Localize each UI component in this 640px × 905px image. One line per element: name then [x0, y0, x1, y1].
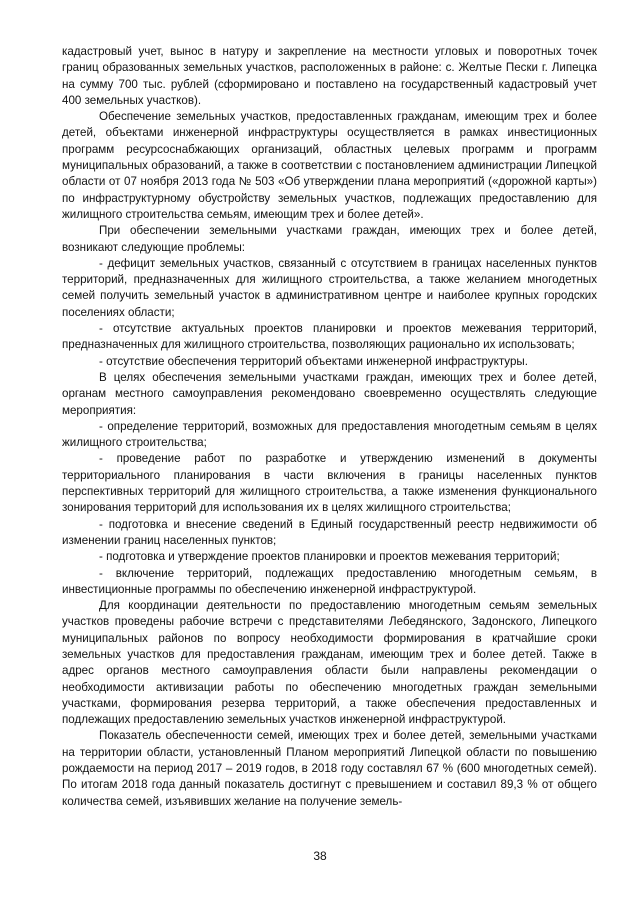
list-item: - определение территорий, возможных для предоставления многодетным семьям в целях жилищного строительства;	[62, 419, 597, 450]
list-item: - подготовка и утверждение проектов планировки и проектов межевания территорий;	[99, 550, 560, 564]
list-item: - отсутствие актуальных проектов планировки и проектов межевания территорий, предназначенных для жилищного строительства, позволяющих рационально их использовать;	[62, 322, 597, 352]
body-text	[62, 44, 597, 810]
paragraph: Показатель обеспеченности семей, имеющих трех и более детей, земельными участками на территории области, установленный Планом мероприятий Липецкой области по повышению рождаемости на период 2017 – 2019 годов, в 2018 году составлял 67 % (600 многодетных семей). По итогам 2018 года данный показатель достигнут с превышением и составил 89,3 % от общего количества семей, изъявивших желание на получение земель-	[62, 729, 597, 808]
list-item: - отсутствие обеспечения территорий объектами инженерной инфраструктуры.	[99, 354, 528, 368]
list-item: - дефицит земельных участков, связанный с отсутствием в границах населенных пунктов территорий, предназначенных для жилищного строительства, а также желанием многодетных семей получить земельный участок в административном центре и наиболее крупных городских поселениях области;	[62, 256, 597, 319]
list-item: - включение территорий, подлежащих предоставлению многодетным семьям, в инвестиционные программы по обеспечению инженерной инфраструктурой.	[62, 566, 597, 596]
list-item: - подготовка и внесение сведений в Единый государственный реестр недвижимости об изменении границ населенных пунктов;	[62, 517, 597, 547]
paragraph: В целях обеспечения земельными участками граждан, имеющих трех и более детей, органам местного самоуправления рекомендовано своевременно осуществлять следующие мероприятия:	[62, 370, 597, 417]
paragraph: При обеспечении земельными участками граждан, имеющих трех и более детей, возникают следующие проблемы:	[62, 224, 597, 254]
list-item: - проведение работ по разработке и утверждению изменений в документы территориального планирования в части включения в границы населенных пунктов перспективных территорий для жилищного строительства, а также изменения функционального зонирования территорий для использования их в целях жилищного строительства;	[62, 452, 597, 515]
page-number: 38	[313, 849, 327, 863]
paragraph: Обеспечение земельных участков, предоставленных гражданам, имеющим трех и более детей, объектами инженерной инфраструктуры осуществляется в рамках инвестиционных программ ресурсоснабжающих организаций, областных целевых программ и программ муниципальных образований, а также в соответствии с постановлением администрации Липецкой области от 07 ноября 2013 года № 503 «Об утверждении плана мероприятий («дорожной карты») по инфраструктурному обустройству земельных участков, подлежащих предоставлению для жилищного строительства семьям, имеющим трех и более детей».	[62, 110, 597, 221]
paragraph: кадастровый учет, вынос в натуру и закрепление на местности угловых и поворотных точек границ образованных земельных участков, расположенных в районе: с. Желтые Пески г. Липецка на сумму 700 тыс. рублей (сформировано и поставлено на государственный кадастровый учет 400 земельных участков).	[62, 45, 597, 107]
paragraph: Для координации деятельности по предоставлению многодетным семьям земельных участков проведены рабочие встречи с представителями Лебедянского, Задонского, Липецкого муниципальных районов по вопросу необходимости формирования в кратчайшие сроки земельных участков для предоставления гражданам, имеющим трех и более детей. Также в адрес органов местного самоуправления области были направлены рекомендации о необходимости активизации работы по обеспечению многодетных граждан земельными участками, формирования резерва территорий, а также обеспечения предоставленных и подлежащих предоставлению земельных участков инженерной инфраструктурой.	[62, 599, 597, 727]
